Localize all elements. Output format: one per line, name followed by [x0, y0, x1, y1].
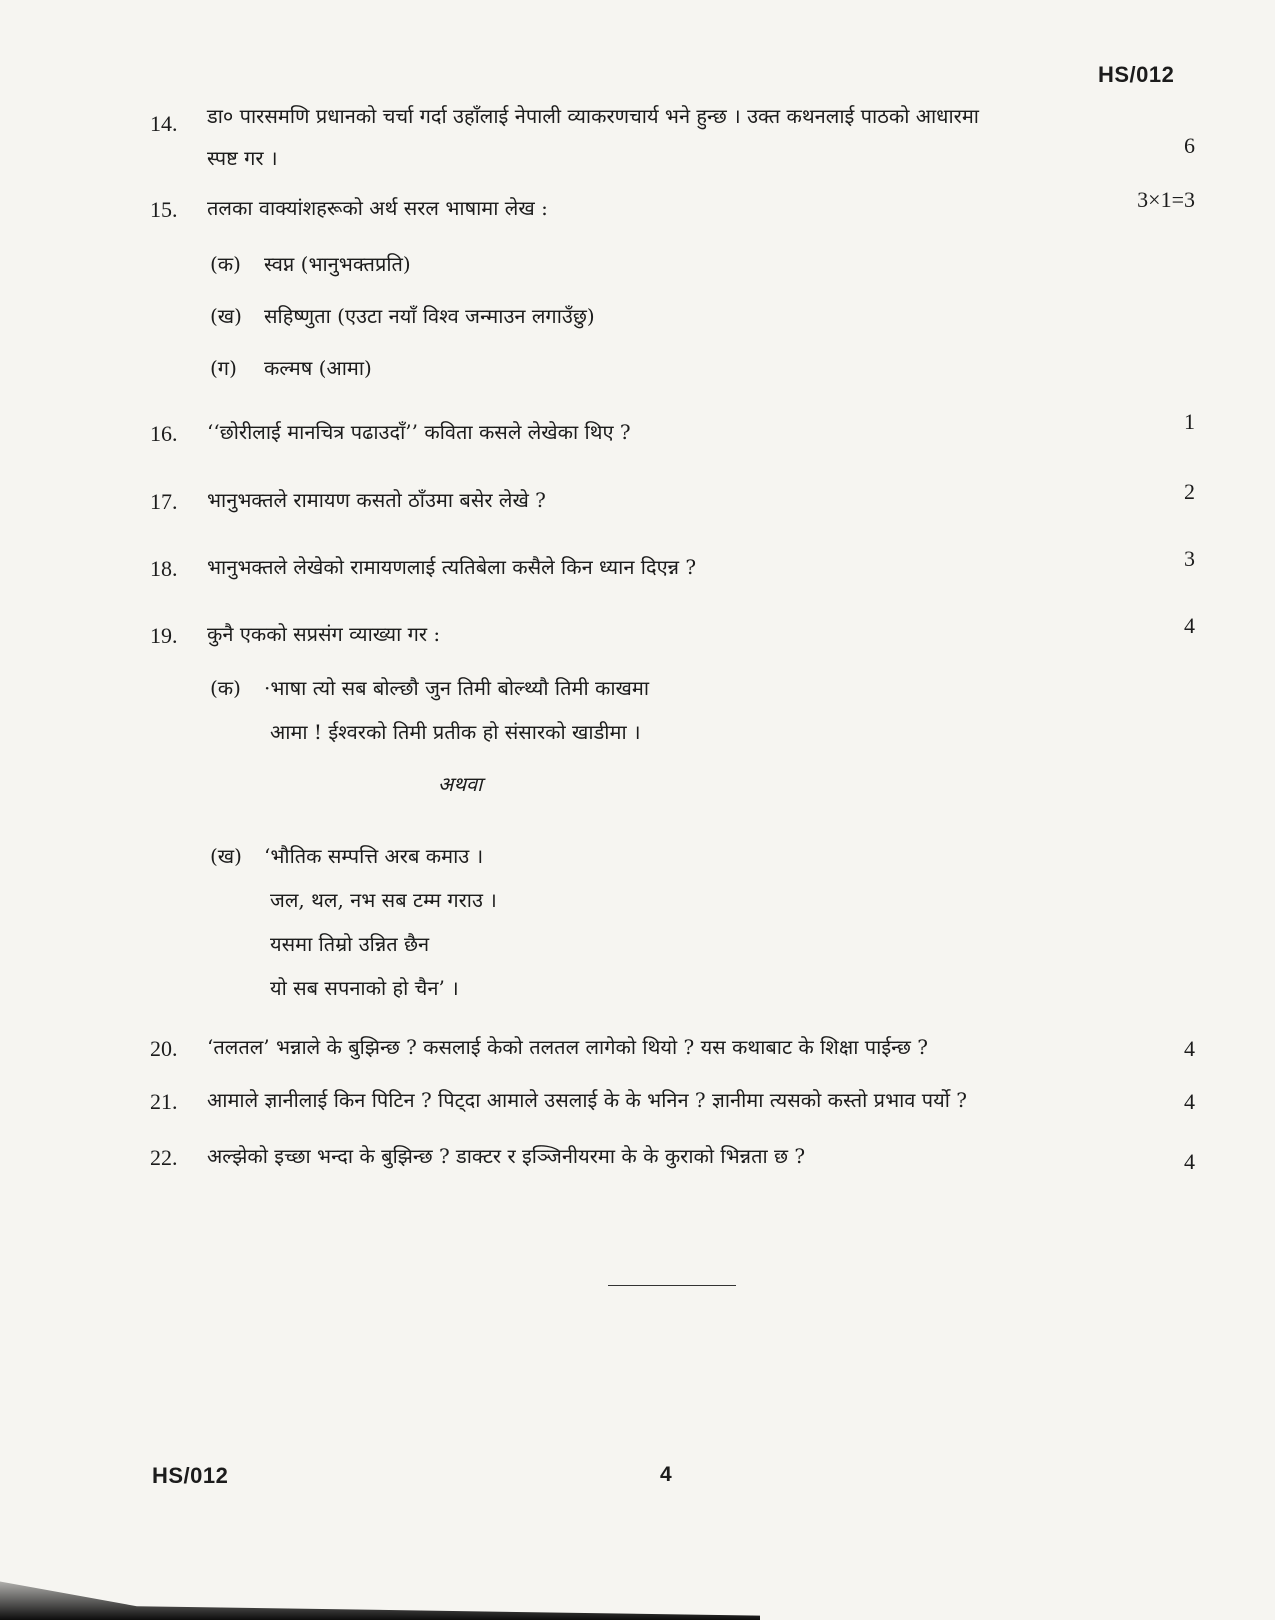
question-marks: 1 [1184, 409, 1195, 434]
question-number: 20. [150, 1036, 178, 1061]
part-text: सहिष्णुता (एउटा नयाँ विश्व जन्माउन लगाउँछु) [264, 304, 595, 328]
option-label: (क) [210, 676, 241, 700]
question-18 [150, 547, 1195, 587]
question-marks: 3×1=3 [1137, 187, 1195, 212]
question-marks: 6 [1184, 133, 1195, 158]
question-text-line1: डा० पारसमणि प्रधानको चर्चा गर्दा उहाँलाई नेपाली व्याकरणचार्य भने हुन्छ । उक्त कथनलाई पाठको आधारमा [207, 104, 979, 128]
part-label: (क) [210, 252, 241, 276]
question-19-option-a [210, 668, 649, 708]
verse-line: ·भाषा त्यो सब बोल्छौ जुन तिमी बोल्थ्यौ तिमी काखमा [264, 676, 650, 700]
verse-line: यो सब सपनाको हो चैन’ । [270, 976, 459, 1000]
question-text: भानुभक्तले रामायण कसतो ठाँउमा बसेर लेखे ? [207, 488, 546, 512]
question-14 [150, 96, 1195, 176]
part-label: (ग) [210, 356, 237, 380]
question-number: 17. [150, 489, 178, 514]
question-text: अल्झेको इच्छा भन्दा के बुझिन्छ ? डाक्टर र इञ्जिनीयरमा के के कुराको भिन्नता छ ? [207, 1144, 806, 1168]
verse-line: आमा ! ईश्वरको तिमी प्रतीक हो संसारको खाडीमा । [270, 720, 641, 744]
question-number: 15. [150, 197, 178, 222]
question-text: तलका वाक्यांशहरूको अर्थ सरल भाषामा लेख : [207, 196, 548, 220]
question-text: भानुभक्तले लेखेको रामायणलाई त्यतिबेला कसैले किन ध्यान दिएन्न ? [207, 555, 697, 579]
question-16 [150, 409, 1195, 452]
question-marks: 4 [1184, 1149, 1195, 1174]
question-number: 18. [150, 556, 178, 581]
question-marks: 3 [1184, 546, 1195, 571]
question-marks: 2 [1184, 479, 1195, 504]
question-number: 19. [150, 623, 178, 648]
question-text: ‘तलतल’ भन्नाले के बुझिन्छ ? कसलाई केको तलतल लागेको थियो ? यस कथाबाट के शिक्षा पाईन्छ ? [207, 1035, 928, 1059]
question-19-option-b [210, 836, 483, 876]
or-separator: अथवा [438, 772, 483, 796]
paper-code-footer: HS/012 [152, 1463, 229, 1488]
verse-line: ‘भौतिक सम्पत्ति अरब कमाउ । [264, 844, 484, 868]
scan-shadow [0, 1565, 760, 1620]
question-text: आमाले ज्ञानीलाई किन पिटिन ? पिट्दा आमाले उसलाई के के भनिन ? ज्ञानीमा त्यसको कस्तो प्रभाव पर्यो ? [207, 1088, 968, 1112]
question-15-part-a [210, 244, 411, 284]
question-text: ‘‘छोरीलाई मानचित्र पढाउदाँ’’ कविता कसले लेखेका थिए ? [207, 420, 631, 444]
part-text: स्वप्न (भानुभक्तप्रति) [264, 252, 411, 276]
part-label: (ख) [210, 304, 242, 328]
question-20 [150, 1027, 1195, 1067]
question-number: 14. [150, 111, 178, 136]
verse-line: जल, थल, नभ सब टम्म गराउ । [270, 888, 497, 912]
page-number: 4 [660, 1463, 672, 1486]
question-marks: 4 [1184, 613, 1195, 638]
question-marks: 4 [1184, 1089, 1195, 1114]
question-15-part-b [210, 296, 595, 336]
question-number: 22. [150, 1145, 178, 1170]
question-number: 21. [150, 1089, 178, 1114]
question-text-line2: स्पष्ट गर । [207, 146, 278, 170]
question-22 [150, 1136, 1195, 1176]
question-text: कुनै एकको सप्रसंग व्याख्या गर : [207, 622, 441, 646]
question-15-part-c [210, 348, 372, 388]
question-15 [150, 188, 1195, 228]
verse-line: यसमा तिम्रो उन्नित छैन [270, 932, 430, 956]
end-of-paper-rule [608, 1285, 736, 1286]
question-17 [150, 480, 1195, 520]
option-label: (ख) [210, 844, 242, 868]
paper-code-header: HS/012 [1098, 62, 1175, 87]
question-21 [150, 1080, 1195, 1120]
question-number: 16. [150, 421, 178, 446]
question-marks: 4 [1184, 1036, 1195, 1061]
question-19 [150, 614, 1195, 654]
part-text: कल्मष (आमा) [264, 356, 372, 380]
